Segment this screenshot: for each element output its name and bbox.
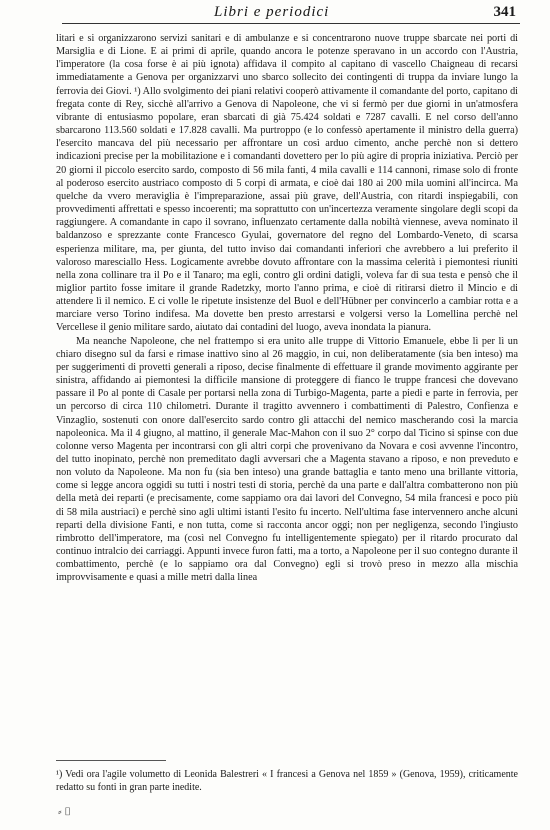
header-rule [62,23,520,24]
page-number: 341 [493,4,516,20]
running-title: Libri e periodici [214,4,330,20]
paragraph: Ma neanche Napoleone, che nel frattempo si era unito alle truppe di Vittorio Emanuele, ebbe lì per lì un chiaro disegno sul da farsi e rimase inattivo sino al 26 maggio, in cui, non deliberatamente (sia ben inteso) ma per suggerimenti di provetti generali a riposo, decise finalmente di effettuare il grande movimento aggirante per sinistra, affidando ai piemontesi la difficile mansione di proteggere di fianco le truppe francesi che dovevano passare il Po al ponte di Casale per portarsi nella zona di Turbigo-Magenta, parte a piedi e parte in ferrovia, per un percorso di circa 110 chilometri. Durante il tragitto avvennero i combattimenti di Palestro, Confienza e Vinzaglio, sostenuti con onore dall'esercito sardo contro gli attacchi del nemico mascherando così la marcia napoleonica. Ma il 4 giugno, al mattino, il generale Mac-Mahon con il suo 2° corpo dal Ticino si spinse con due colonne verso Magenta per incontrarsi con gli altri corpi che provenivano da Novara e così avvenne l'incontro, del tutto inopinato, perchè non premeditato dagli avversari che a Magenta stavano a riposo, e non preveduto e non voluto da Napoleone. Ma non fu (sia ben inteso) una grande battaglia e tanto meno una brillante vittoria, come si legge ancora oggidì su tutti i nostri testi di storia, perchè da una parte e dall'altra combatterono non più della metà dei reparti (e precisamente, come sappiamo ora dai lavori del Convegno, 54 mila francesi e poco più di 58 mila austriaci) e perchè sino agli ultimi istanti l'esito fu incerto. Nell'ultima fase intervennero anche alcuni reparti della divisione Fanti, e non tutta, come si racconta ancor oggi; non per negligenza, secondo l'ingiusto rimbrotto dell'imperatore, ma (così nel Convegno fu intelligentemente spiegato) per il ritardo procurato dal continuo intralcio dei carriaggi. Appunti invece furon fatti, ma a torto, a Napoleone per il suo contegno durante il combattimento, perchè (e lo sappiamo ora dal Convegno) egli si trovò preso in mezzo alla mischia improvvisamente e quasi a mille metri dalla linea [56,335,518,584]
body-text [56,32,518,585]
scan-mark: ⸗ ⌷ [58,806,72,818]
paragraph: litari e si organizzarono servizi sanitari e di ambulanze e si concentrarono nuove truppe sbarcate nei porti di Marsiglia e di Lione. E ai primi di aprile, quando ancora le potenze speravano in un accordo con l'Austria, l'imperatore (la cosa forse è ai più ignota) affidava il compito al capitano di vascello Chaigneau di recarsi immediatamente a Genova per organizzarvi uno sbarco sollecito dei contingenti di truppa da inviare lungo la ferrovia dei Giovi. ¹) Allo svolgimento dei piani relativi cooperò attivamente il comandante del porto, capitano di fregata conte di Rey, sicchè all'arrivo a Genova di Napoleone, che vi si fermò per due giorni in un'atmosfera vibrante di entusiasmo popolare, eran sbarcati di già 75.424 soldati e 7287 cavalli. E nel corso dell'anno sbarcarono 113.560 soldati e 17.828 cavalli. Ma purtroppo (e lo confessò apertamente il ministro della guerra) l'esercito mancava del più necessario per affrontare un così arduo cimento, anche perchè non si dettero indicazioni precise per la mobilitazione e i comandanti dovettero per lo più agire di propria iniziativa. Perciò per 20 giorni il piccolo esercito sardo, composto di 56 mila fanti, 4 mila cavalli e 114 cannoni, rimase solo di fronte al poderoso esercito austriaco composto di 5 corpi di armata, e cioè dai 180 ai 200 mila uomini all'incirca. Ma quelche da vvero meraviglia è l'impreparazione, assai più grave, dell'Austria, con ritardi inspiegabili, con provvedimenti affrettati e spesso incoerenti; ma soprattutto con un'incertezza veramente singolare degli scopi da raggiungere. A comandante in capo il sovrano, influenzato certamente dalla nobiltà viennese, aveva nominato il baldanzoso e sprezzante conte Francesco Gyulai, governatore del regno del Lombardo-Veneto, di scarsa esperienza militare, ma, per giunta, del tutto inviso dai comandanti inferiori che avrebbero a lui preferito il valoroso maresciallo Hess. Logicamente avrebbe dovuto affrontare con la massima celerità i piemontesi riuniti nella zona collinare tra il Po e il Tanaro; ma egli, contro gli ordini datigli, voleva far di sua testa e pensò che il miglior partito fosse imitare il grande Radetzky, morto l'anno prima, e cioè di ritirarsi dietro il Mincio e di attendere lì il nemico. E ci volle le ripetute insistenze del Buol e dell'Hübner per convincerlo a cambiar rotta e a marciare verso Torino indifesa. Ma dovette ben presto arrestarsi e volgersi verso la Lomellina perchè nel Vercellese il genio militare sardo, aiutato dai contadini del luogo, aveva inondata la pianura. [56,33,518,334]
footnote-rule [56,760,166,761]
footnote: ¹) Vedi ora l'agile volumetto di Leonida Balestreri « I francesi a Genova nel 1859 » (Genova, 1959), criticamente redatto su fonti in gran parte inedite. [56,769,518,793]
